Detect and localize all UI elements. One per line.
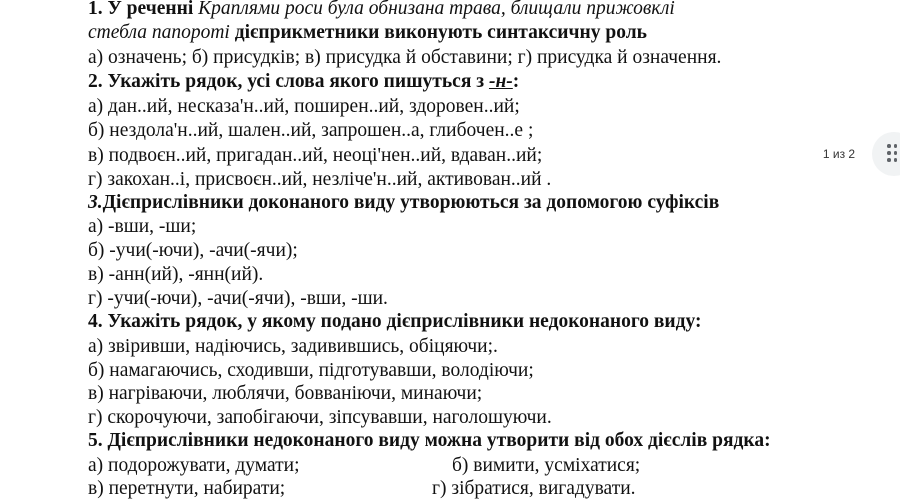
question-5-option-c: в) перетнути, набирати; <box>88 478 286 499</box>
question-3-option-a: а) -вши, -ши; <box>88 216 197 237</box>
drag-dots-icon <box>887 144 897 164</box>
question-1-options: а) означень; б) присудків; в) присудка й обставини; г) присудка й означення. <box>88 47 722 68</box>
question-1-task: дієприкметники виконують синтаксичну роль <box>234 22 647 43</box>
question-4-option-d: г) скорочуючи, запобігаючи, зіпсувавши, наголошуючи. <box>88 407 552 428</box>
question-1-sentence-part-2: стебла папороті <box>88 22 235 43</box>
question-4-option-a: а) звіривши, надіючись, задивившись, обіцяючи;. <box>88 336 498 357</box>
question-4-option-c: в) нагріваючи, люблячи, бовваніючи, минаючи; <box>88 383 483 404</box>
question-1-sentence-part-1: Краплями роси була обнизана трава, блищали прижовклі <box>198 0 675 19</box>
question-1-line-2 <box>88 21 647 45</box>
question-1-prefix: 1. У реченні <box>88 0 199 19</box>
question-5-option-b: б) вимити, усміхатися; <box>452 455 641 476</box>
question-3-text: Дієприслівники доконаного виду утворюються за допомогою суфіксів <box>102 192 720 213</box>
question-5-option-a: а) подорожувати, думати; <box>88 455 300 476</box>
question-3-option-c: в) -анн(ий), -янн(ий). <box>88 264 264 285</box>
question-3-option-b: б) -учи(-ючи), -ачи(-ячи); <box>88 240 298 261</box>
question-1-line-1 <box>88 0 675 21</box>
page-indicator: 1 из 2 <box>813 140 865 168</box>
question-2-title-prefix: 2. Укажіть рядок, усі слова якого пишуться з <box>88 71 489 92</box>
question-2-option-a: а) дан..ий, несказа'н..ий, поширен..ий, здоровен..ий; <box>88 96 520 117</box>
question-3-number: 3. <box>88 192 103 213</box>
question-2-option-c: в) подвоєн..ий, пригадан..ий, неоці'нен..ий, вдаван..ий; <box>88 145 543 166</box>
question-2-title <box>88 70 519 94</box>
question-2-option-d: г) закохан..і, присвоєн..ий, незліче'н..ий, активован..ий . <box>88 169 552 190</box>
question-4-option-b: б) намагаючись, сходивши, підготувавши, володіючи; <box>88 360 534 381</box>
question-5-title: 5. Дієприслівники недоконаного виду можна утворити від обох дієслів рядка: <box>88 430 771 451</box>
question-2-title-mark: -н- <box>488 71 513 92</box>
question-5-option-d: г) зібратися, вигадувати. <box>432 478 636 499</box>
drag-handle[interactable] <box>872 132 900 176</box>
question-3-title <box>88 191 719 215</box>
question-2-option-b: б) нездола'н..ий, шален..ий, запрошен..а, глибочен..е ; <box>88 120 534 141</box>
question-3-option-d: г) -учи(-ючи), -ачи(-ячи), -вши, -ши. <box>88 288 388 309</box>
question-2-title-suffix: : <box>512 71 520 92</box>
question-4-title: 4. Укажіть рядок, у якому подано дієприслівники недоконаного виду: <box>88 311 702 332</box>
